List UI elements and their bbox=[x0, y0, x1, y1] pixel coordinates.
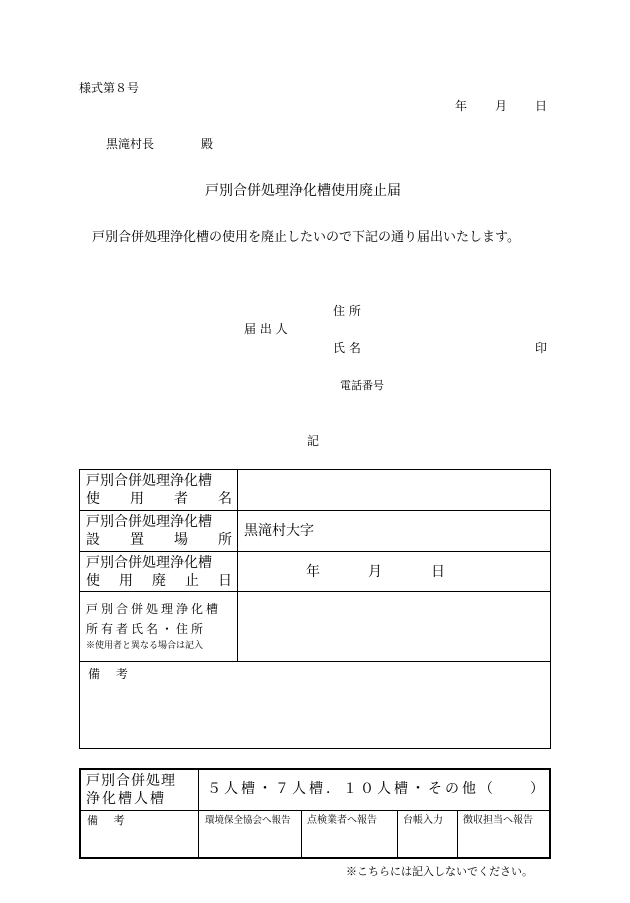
abolition-year-label: 年 bbox=[306, 564, 320, 580]
label-line1: 戸別合併処理浄化槽 bbox=[86, 473, 212, 489]
capacity-label-line2: 浄化槽人槽 bbox=[86, 791, 166, 807]
capacity-label-line1: 戸別合併処理 bbox=[86, 773, 176, 789]
ki-heading: 記 bbox=[307, 434, 320, 448]
label-cell bbox=[80, 470, 238, 510]
label-line2 bbox=[86, 533, 232, 547]
addressee: 黒滝村長 bbox=[106, 137, 155, 151]
capacity-options-cell bbox=[199, 770, 549, 810]
main-table bbox=[79, 469, 551, 749]
office-column-label: 台帳入力 bbox=[403, 815, 443, 826]
abolition-date-field[interactable] bbox=[238, 552, 550, 591]
user-name-field[interactable] bbox=[238, 470, 550, 510]
office-column-label: 点検業者へ報告 bbox=[307, 815, 377, 826]
remarks-label: 備 考 bbox=[88, 667, 134, 681]
office-column-label: 徴収担当へ報告 bbox=[463, 815, 533, 826]
date-day-label: 日 bbox=[535, 99, 548, 113]
seal-mark: 印 bbox=[535, 341, 548, 355]
address-label: 住 所 bbox=[333, 304, 361, 318]
label-line1: 戸別合併処理浄化槽 bbox=[86, 602, 222, 616]
label-char: 用 bbox=[130, 491, 144, 507]
honorific: 殿 bbox=[201, 137, 214, 151]
label-cell bbox=[80, 552, 238, 591]
name-label: 氏 名 bbox=[333, 341, 361, 355]
office-report-row bbox=[81, 811, 549, 857]
office-capacity-row bbox=[81, 770, 549, 811]
table-row-abolition-date bbox=[80, 552, 550, 592]
label-cell bbox=[80, 592, 238, 661]
office-column-cell bbox=[458, 811, 549, 857]
capacity-options: ５人槽・７人槽．１０人槽・その他（ ） bbox=[207, 781, 547, 797]
label-line1: 戸別合併処理浄化槽 bbox=[86, 514, 212, 530]
table-row-user-name bbox=[80, 470, 550, 511]
label-char: 者 bbox=[174, 491, 188, 507]
notifier-label: 届 出 人 bbox=[244, 322, 288, 336]
location-prefix: 黒滝村大字 bbox=[244, 523, 314, 539]
form-number: 様式第８号 bbox=[79, 81, 140, 95]
abolition-month-label: 月 bbox=[368, 564, 382, 580]
label-char: 日 bbox=[218, 573, 232, 589]
intro-text: 戸別合併処理浄化槽の使用を廃止したいので下記の通り届出いたします。 bbox=[92, 230, 520, 245]
label-char: 用 bbox=[119, 573, 133, 589]
label-line2 bbox=[86, 492, 232, 506]
date-year-label: 年 bbox=[455, 99, 468, 113]
label-line1: 戸別合併処理浄化槽 bbox=[86, 555, 212, 571]
label-line2 bbox=[86, 574, 232, 588]
office-remarks-label: 備 考 bbox=[87, 814, 131, 827]
office-footnote: ※こちらには記入しないでください。 bbox=[346, 865, 533, 878]
label-char: 場 bbox=[174, 532, 188, 548]
label-char: 使 bbox=[86, 491, 100, 507]
office-column-label: 環境保全協会へ報告 bbox=[205, 815, 291, 826]
office-column-cell bbox=[199, 811, 302, 857]
label-char: 止 bbox=[185, 573, 199, 589]
label-char: 置 bbox=[130, 532, 144, 548]
owner-field[interactable] bbox=[238, 592, 550, 661]
owner-note: ※使用者と異なる場合は記入 bbox=[86, 641, 204, 651]
label-char: 名 bbox=[218, 491, 232, 507]
office-column-cell bbox=[398, 811, 458, 857]
label-cell bbox=[80, 511, 238, 551]
label-char: 所 bbox=[218, 532, 232, 548]
office-column-cell bbox=[302, 811, 398, 857]
location-field[interactable] bbox=[238, 511, 550, 551]
table-row-location bbox=[80, 511, 550, 552]
label-char: 使 bbox=[86, 573, 100, 589]
page-title: 戸別合併処理浄化槽使用廃止届 bbox=[205, 183, 401, 199]
label-line2: 所有者氏名・住所 bbox=[86, 622, 207, 636]
label-char: 廃 bbox=[152, 573, 166, 589]
office-remarks-cell bbox=[81, 811, 199, 857]
table-row-remarks bbox=[80, 662, 550, 748]
capacity-label-cell bbox=[81, 770, 199, 810]
label-char: 設 bbox=[86, 532, 100, 548]
table-row-owner bbox=[80, 592, 550, 662]
office-use-table bbox=[79, 768, 551, 859]
date-month-label: 月 bbox=[495, 99, 508, 113]
phone-label: 電話番号 bbox=[340, 379, 384, 392]
abolition-day-label: 日 bbox=[431, 564, 445, 580]
